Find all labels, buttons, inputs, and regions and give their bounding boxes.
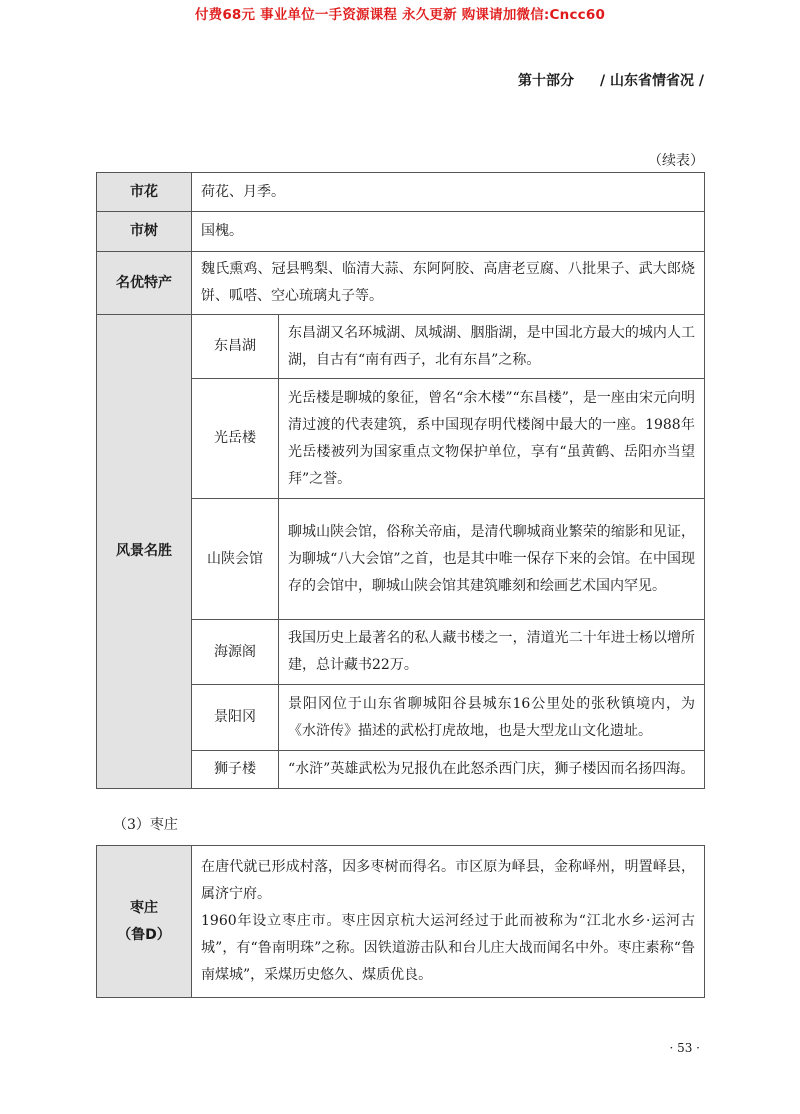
scenic-desc-dongchanghu: 东昌湖又名环城湖、凤城湖、胭脂湖，是中国北方最大的城内人工湖，自古有“南有西子，北有东昌”之称。	[279, 315, 705, 379]
row-header-city-flower: 市花	[97, 173, 192, 212]
row-header-scenic: 风景名胜	[97, 315, 192, 789]
running-head-part: 第十部分	[518, 73, 575, 89]
liaocheng-info-table	[96, 172, 705, 789]
table-row	[97, 846, 705, 998]
scenic-name-dongchanghu: 东昌湖	[192, 315, 279, 379]
zaozhuang-info-table	[96, 845, 705, 998]
row-header-city-tree: 市树	[97, 212, 192, 252]
table-row	[97, 315, 705, 379]
scenic-desc-shanshan-huiguan: 聊城山陕会馆，俗称关帝庙，是清代聊城商业繁荣的缩影和见证，为聊城“八大会馆”之首，也是其中唯一保存下来的会馆。在中国现存的会馆中，聊城山陕会馆其建筑雕刻和绘画艺术国内罕见。	[279, 499, 705, 620]
row-header-zaozhuang	[97, 846, 192, 998]
scenic-name-guangyuelou: 光岳楼	[192, 379, 279, 499]
scenic-name-shanshan-huiguan: 山陕会馆	[192, 499, 279, 620]
running-head	[518, 70, 704, 90]
zaozhuang-paragraph-1: 在唐代就已形成村落，因多枣树而得名。市区原为峄县，金称峄州，明置峄县，属济宁府。	[201, 859, 695, 902]
running-head-title: / 山东省情省况 /	[600, 73, 704, 89]
scenic-name-jingyanggang: 景阳冈	[192, 685, 279, 751]
city-flower-value: 荷花、月季。	[192, 173, 705, 212]
scenic-name-haiyuange: 海源阁	[192, 620, 279, 685]
row-header-specialties: 名优特产	[97, 252, 192, 315]
scenic-desc-haiyuange: 我国历史上最著名的私人藏书楼之一，清道光二十年进士杨以增所建，总计藏书22万。	[279, 620, 705, 685]
table-row	[97, 252, 705, 315]
continued-label: （续表）	[648, 153, 704, 169]
section-title-zaozhuang: （3）枣庄	[113, 817, 178, 833]
zaozhuang-paragraph-2: 1960年设立枣庄市。枣庄因京杭大运河经过于此而被称为“江北水乡·运河古城”，有“鲁南明珠”之称。因铁道游击队和台儿庄大战而闻名中外。枣庄素称“鲁南煤城”，采煤历史悠久、煤质优良。	[201, 913, 695, 983]
specialties-value: 魏氏熏鸡、冠县鸭梨、临清大蒜、东阿阿胶、高唐老豆腐、八批果子、武大郎烧饼、呱嗒、空心琉璃丸子等。	[192, 252, 705, 315]
zaozhuang-plate-code: （鲁D）	[117, 926, 171, 943]
table-row	[97, 212, 705, 252]
zaozhuang-name: 枣庄	[130, 899, 158, 916]
scenic-desc-shizilou: “水浒”英雄武松为兄报仇在此怒杀西门庆，狮子楼因而名扬四海。	[279, 751, 705, 789]
zaozhuang-description	[192, 846, 705, 998]
watermark-banner: 付费68元 事业单位一手资源课程 永久更新 购课请加微信:Cncc60	[194, 7, 606, 23]
scenic-desc-guangyuelou: 光岳楼是聊城的象征，曾名“余木楼”“东昌楼”，是一座由宋元向明清过渡的代表建筑，系中国现存明代楼阁中最大的一座。1988年光岳楼被列为国家重点文物保护单位，享有“虽黄鹤、岳阳亦当望拜”之誉。	[279, 379, 705, 499]
scenic-desc-jingyanggang: 景阳冈位于山东省聊城阳谷县城东16公里处的张秋镇境内，为《水浒传》描述的武松打虎故地，也是大型龙山文化遗址。	[279, 685, 705, 751]
page-number: · 53 ·	[669, 1041, 700, 1055]
scenic-name-shizilou: 狮子楼	[192, 751, 279, 789]
city-tree-value: 国槐。	[192, 212, 705, 252]
table-row	[97, 173, 705, 212]
